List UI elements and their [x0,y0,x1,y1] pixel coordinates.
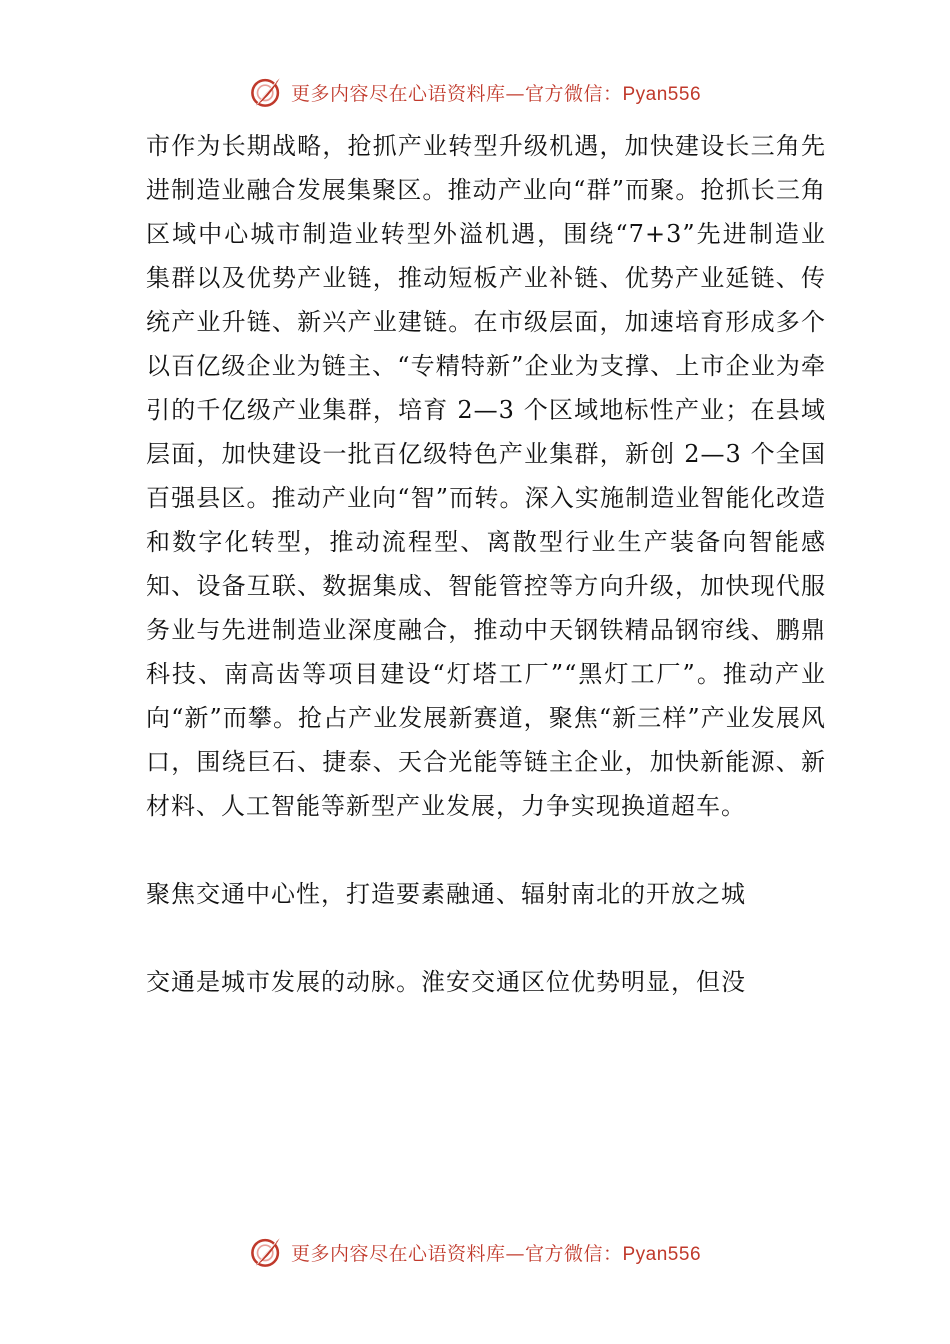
header-banner [0,72,950,112]
quill-logo-icon [249,1235,283,1269]
body-paragraph: 交通是城市发展的动脉。淮安交通区位优势明显，但没 [146,968,746,996]
header-banner-text: 更多内容尽在心语资料库—官方微信：Pyan556 [290,82,702,105]
footer-wechat-id: Pyan556 [622,1243,702,1265]
section-heading: 聚焦交通中心性，打造要素融通、辐射南北的开放之城 [146,880,746,908]
document-body [146,124,826,1004]
footer-banner [0,1232,950,1272]
header-wechat-id: Pyan556 [622,83,702,105]
body-paragraph: 市作为长期战略，抢抓产业转型升级机遇，加快建设长三角先进制造业融合发展集聚区。推动产业向“群”而聚。抢抓长三角区域中心城市制造业转型外溢机遇，围绕“7+3”先进制造业集群以及优势产业链，推动短板产业补链、优势产业延链、传统产业升链、新兴产业建链。在市级层面，加速培育形成多个以百亿级企业为链主、“专精特新”企业为支撑、上市企业为牵引的千亿级产业集群，培育 2—3 个区域地标性产业；在县域层面，加快建设一批百亿级特色产业集群，新创 2—3 个全国百强县区。推动产业向“智”而转。深入实施制造业智能化改造和数字化转型，推动流程型、离散型行业生产装备向智能感知、设备互联、数据集成、智能管控等方向升级，加快现代服务业与先进制造业深度融合，推动中天钢铁精品钢帘线、鹏鼎科技、南高齿等项目建设“灯塔工厂”“黑灯工厂”。推动产业向“新”而攀。抢占产业发展新赛道，聚焦“新三样”产业发展风口，围绕巨石、捷泰、天合光能等链主企业，加快新能源、新材料、人工智能等新型产业发展，力争实现换道超车。 [146,132,826,820]
quill-logo-icon [249,75,283,109]
footer-banner-text: 更多内容尽在心语资料库—官方微信：Pyan556 [290,1242,702,1265]
